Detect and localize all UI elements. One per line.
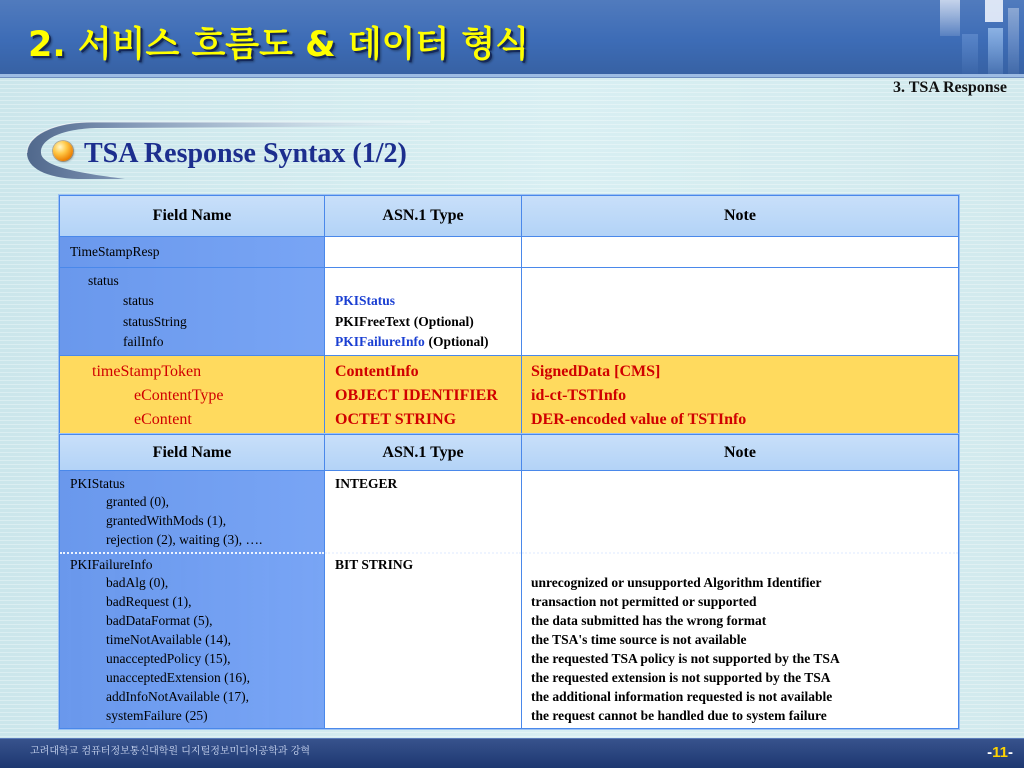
note-line: DER-encoded value of TSTInfo	[531, 411, 747, 428]
note-line: the additional information requested is not available	[531, 688, 833, 704]
footer-bar	[0, 738, 1024, 768]
header-bar	[0, 0, 1024, 77]
field-line: badRequest (1),	[106, 594, 192, 610]
column-header-note: Note	[522, 435, 958, 471]
column-header-field-name: Field Name	[60, 196, 324, 236]
column-header-note: Note	[522, 196, 958, 236]
type-cell	[325, 471, 521, 552]
field-line: badDataFormat (5),	[106, 613, 213, 629]
note-line: transaction not permitted or supported	[531, 594, 757, 610]
type-line: BIT STRING	[335, 556, 414, 572]
field-line: rejection (2), waiting (3), ….	[106, 532, 263, 548]
note-line: SignedData [CMS]	[531, 363, 661, 380]
field-line: TimeStampResp	[70, 243, 160, 259]
type-qualifier: (Optional)	[413, 313, 474, 329]
header-decoration	[985, 0, 1003, 22]
column-header-asn1-type: ASN.1 Type	[325, 435, 521, 471]
header-decoration	[1008, 8, 1019, 74]
type-qualifier: (Optional)	[428, 333, 489, 349]
field-line: unacceptedExtension (16),	[106, 669, 250, 685]
type-name: PKIFailureInfo	[335, 333, 425, 349]
type-line: OCTET STRING	[335, 411, 457, 428]
note-cell	[522, 552, 958, 728]
page-number-suffix: -	[1008, 744, 1013, 761]
type-cell	[325, 237, 521, 267]
field-line: timeStampToken	[92, 363, 202, 380]
field-cell	[60, 268, 324, 355]
footer-text: 고려대학교 컴퓨터정보통신대학원 디지털정보미디어공학과 강혁	[30, 746, 311, 757]
field-line: addInfoNotAvailable (17),	[106, 688, 249, 704]
page-number-prefix: -	[987, 744, 993, 761]
status-types-table	[59, 434, 959, 729]
type-cell	[325, 552, 521, 728]
field-line: unacceptedPolicy (15),	[106, 651, 231, 667]
section-label: 3. TSA Response	[893, 79, 1007, 96]
field-line: failInfo	[123, 333, 164, 349]
column-header-field-name: Field Name	[60, 435, 324, 471]
orange-orb-bullet-icon	[53, 141, 73, 161]
subtitle: TSA Response Syntax (1/2)	[84, 138, 407, 169]
field-line: granted (0),	[106, 494, 169, 510]
type-line: ContentInfo	[335, 363, 419, 380]
note-cell	[522, 268, 958, 355]
column-header-asn1-type: ASN.1 Type	[325, 196, 521, 236]
note-line: the TSA's time source is not available	[531, 632, 747, 648]
note-line: the requested TSA policy is not supported by the TSA	[531, 651, 840, 667]
field-cell	[60, 471, 324, 552]
field-line: statusString	[123, 313, 187, 329]
note-cell	[522, 471, 958, 552]
note-line: unrecognized or unsupported Algorithm Identifier	[531, 575, 822, 591]
type-line	[335, 291, 521, 311]
type-line: INTEGER	[335, 475, 398, 491]
field-line: timeNotAvailable (14),	[106, 632, 231, 648]
type-cell-highlighted	[325, 356, 521, 433]
page-number	[987, 743, 1013, 763]
note-line: id-ct-TSTInfo	[531, 387, 627, 404]
field-line: eContent	[134, 411, 192, 428]
field-line: PKIFailureInfo	[70, 556, 153, 572]
header-decoration	[962, 34, 978, 74]
header-decoration	[988, 28, 1003, 74]
type-line	[335, 312, 521, 332]
type-name: PKIFreeText	[335, 313, 410, 329]
field-cell	[60, 237, 324, 267]
page-number-value: 11	[992, 744, 1008, 761]
slide-title: 2. 서비스 흐름도 & 데이터 형식	[28, 25, 530, 65]
field-line: systemFailure (25)	[106, 707, 208, 723]
note-line: the data submitted has the wrong format	[531, 613, 767, 629]
field-line: PKIStatus	[70, 475, 125, 491]
field-line: status	[123, 293, 154, 309]
note-cell	[522, 237, 958, 267]
header-decoration	[940, 0, 960, 36]
note-line: the request cannot be handled due to system failure	[531, 707, 827, 723]
note-cell-highlighted	[522, 356, 958, 433]
type-line	[335, 332, 521, 352]
note-line: the requested extension is not supported by the TSA	[531, 669, 831, 685]
field-cell-highlighted	[60, 356, 324, 433]
field-line: grantedWithMods (1),	[106, 513, 227, 529]
field-line: eContentType	[134, 387, 224, 404]
field-line: badAlg (0),	[106, 575, 169, 591]
type-cell	[325, 268, 521, 355]
type-name: PKIStatus	[335, 293, 396, 309]
type-line: OBJECT IDENTIFIER	[335, 387, 498, 404]
field-line: status	[88, 273, 119, 288]
field-cell	[60, 552, 324, 728]
response-syntax-table	[59, 195, 959, 434]
